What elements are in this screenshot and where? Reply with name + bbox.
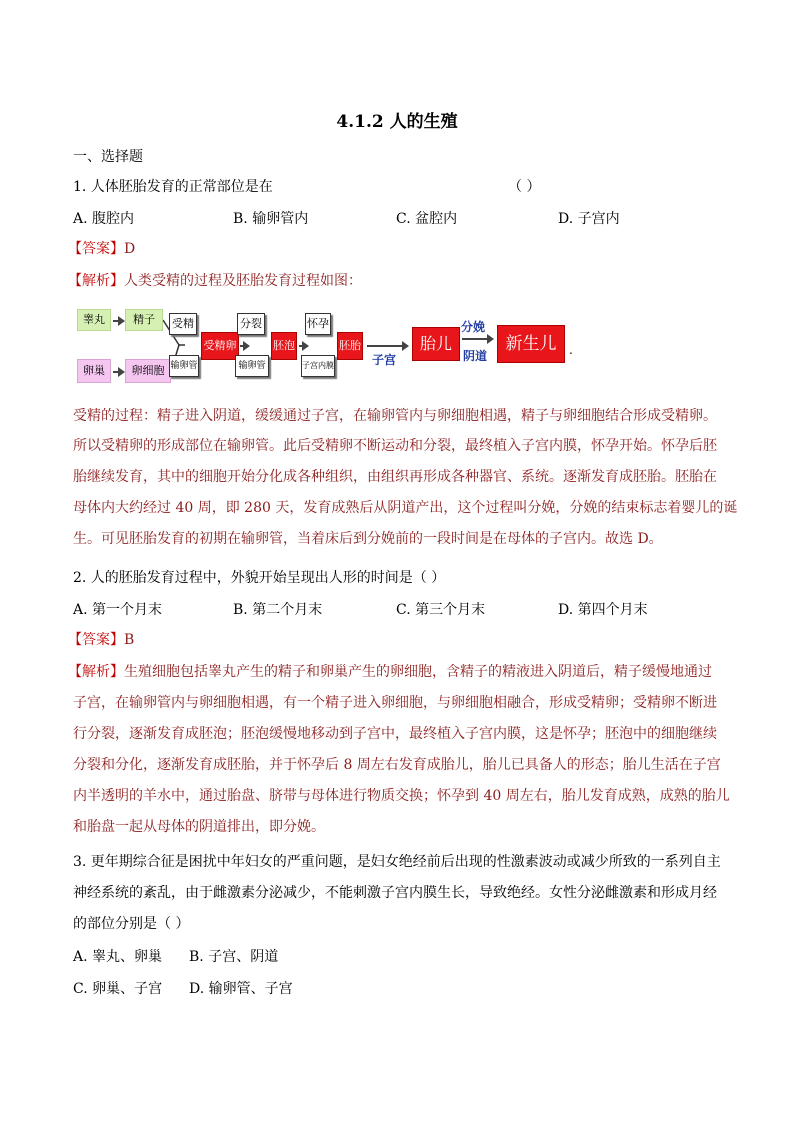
analysis-line: 子宫，在输卵管内与卵细胞相遇，有一个精子进入卵细胞，与卵细胞相融合，形成受精卵；受精卵不断进 bbox=[73, 695, 717, 711]
q2-option-b: B. 第二个月末 bbox=[233, 602, 323, 618]
q3-stem-line: 的部位分别是（ ） bbox=[73, 916, 190, 932]
ovary-box: 卵巢 bbox=[77, 359, 111, 383]
analysis-line: 生。可见胚胎发育的初期在输卵管，当着床后到分娩前的一段时间是在母体的子宫内。故选 D。 bbox=[73, 531, 663, 547]
answer-value: D bbox=[124, 241, 136, 257]
sperm-box: 精子 bbox=[125, 309, 163, 331]
q2-option-c: C. 第三个月末 bbox=[396, 602, 486, 618]
q1-answer bbox=[68, 239, 135, 259]
q3-option-b: B. 子宫、阴道 bbox=[189, 949, 279, 965]
analysis-label: 【解析】 bbox=[68, 664, 124, 680]
uterus-lining-label: 子宫内膜 bbox=[301, 355, 335, 377]
analysis-line: 内半透明的羊水中，通过胎盘、脐带与母体进行物质交换；怀孕到 40 周左右，胎儿发育成熟，成熟的胎儿 bbox=[73, 788, 730, 804]
page-title: 4.1.2 人的生殖 bbox=[336, 112, 458, 132]
analysis-line: 行分裂，逐渐发育成胚泡；胚泡缓慢地移动到子宫中，最终植入子宫内膜，这是怀孕；胚泡中的细胞继续 bbox=[73, 726, 717, 742]
q1-option-b: B. 输卵管内 bbox=[233, 211, 309, 227]
arrow bbox=[299, 345, 307, 347]
oviduct-label-1: 输卵管 bbox=[169, 355, 199, 377]
birth-arrow bbox=[462, 338, 492, 340]
q1-option-a: A. 腹腔内 bbox=[73, 211, 135, 227]
oviduct-label-2: 输卵管 bbox=[235, 355, 269, 377]
analysis-intro-text: 人类受精的过程及胚胎发育过程如图： bbox=[124, 273, 362, 289]
uterus-arrow bbox=[367, 345, 407, 347]
analysis-line: 和胎盘一起从母体的阴道排出，即分娩。 bbox=[73, 819, 325, 835]
section-heading: 一、选择题 bbox=[73, 149, 143, 165]
q1-option-c: C. 盆腔内 bbox=[396, 211, 458, 227]
q1-stem: 1. 人体胚胎发育的正常部位是在 bbox=[73, 179, 273, 195]
divide-label: 分裂 bbox=[237, 313, 265, 335]
vagina-label: 阴道 bbox=[463, 349, 488, 363]
q3-stem-line: 3. 更年期综合征是困扰中年妇女的严重问题，是妇女绝经前后出现的性激素波动或减少所致的一系列自主 bbox=[73, 854, 721, 870]
answer-value: B bbox=[124, 632, 135, 648]
q3-option-a: A. 睾丸、卵巢 bbox=[73, 949, 163, 965]
analysis-line: 所以受精卵的形成部位在输卵管。此后受精卵不断运动和分裂，最终植入子宫内膜，怀孕开始。怀孕后胚 bbox=[73, 438, 717, 454]
q3-option-c: C. 卵巢、子宫 bbox=[73, 981, 163, 997]
testis-box: 睾丸 bbox=[77, 309, 111, 331]
egg-box: 卵细胞 bbox=[125, 359, 171, 383]
analysis-line: 分裂和分化，逐渐发育成胚胎，并于怀孕后 8 周左右发育成胎儿，胎儿已具备人的形态；胎儿生活在子宫 bbox=[73, 757, 721, 773]
fertilize-label: 受精 bbox=[169, 313, 197, 335]
q1-answer-blank: （ ） bbox=[508, 179, 541, 195]
analysis-line: 母体内大约经过 40 周，即 280 天，发育成熟后从阴道产出，这个过程叫分娩，分娩的结束标志着婴儿的诞 bbox=[73, 500, 738, 516]
fertilization-diagram bbox=[77, 305, 597, 390]
arrow bbox=[240, 345, 248, 347]
arrow bbox=[113, 371, 123, 373]
arrow bbox=[113, 320, 123, 322]
q2-stem: 2. 人的胚胎发育过程中，外貌开始呈现出人形的时间是（ ） bbox=[73, 570, 446, 586]
q1-option-d: D. 子宫内 bbox=[558, 211, 620, 227]
blastocyst-box: 胚泡 bbox=[271, 332, 297, 360]
q2-option-a: A. 第一个月末 bbox=[73, 602, 163, 618]
zygote-box: 受精卵 bbox=[201, 332, 239, 360]
q2-option-d: D. 第四个月末 bbox=[558, 602, 648, 618]
q2-answer bbox=[68, 630, 134, 650]
q1-analysis-intro bbox=[68, 271, 362, 291]
answer-label: 【答案】 bbox=[68, 632, 124, 648]
birth-label: 分娩 bbox=[461, 320, 486, 334]
embryo-box: 胚胎 bbox=[337, 332, 363, 360]
analysis-line bbox=[68, 662, 712, 682]
newborn-box: 新生儿 bbox=[497, 325, 565, 363]
q3-option-d: D. 输卵管、子宫 bbox=[189, 981, 293, 997]
uterus-label: 子宫 bbox=[372, 353, 397, 367]
analysis-line: 胎继续发育，其中的细胞开始分化成各种组织，由组织再形成各种器官、系统。逐渐发育成胚胎。胚胎在 bbox=[73, 469, 717, 485]
pregnant-label: 怀孕 bbox=[305, 313, 331, 335]
analysis-line: 受精的过程：精子进入阴道，缓缓通过子宫，在输卵管内与卵细胞相遇，精子与卵细胞结合形成受精卵。 bbox=[73, 408, 717, 424]
fetus-box: 胎儿 bbox=[412, 327, 460, 361]
q3-stem-line: 神经系统的紊乱，由于雌激素分泌减少，不能刺激子宫内膜生长，导致绝经。女性分泌雌激素和形成月经 bbox=[73, 885, 717, 901]
analysis-line-text: 生殖细胞包括睾丸产生的精子和卵巢产生的卵细胞，含精子的精液进入阴道后，精子缓慢地通过 bbox=[124, 664, 712, 680]
analysis-label: 【解析】 bbox=[68, 273, 124, 289]
diagram-period: . bbox=[569, 343, 573, 357]
answer-label: 【答案】 bbox=[68, 241, 124, 257]
